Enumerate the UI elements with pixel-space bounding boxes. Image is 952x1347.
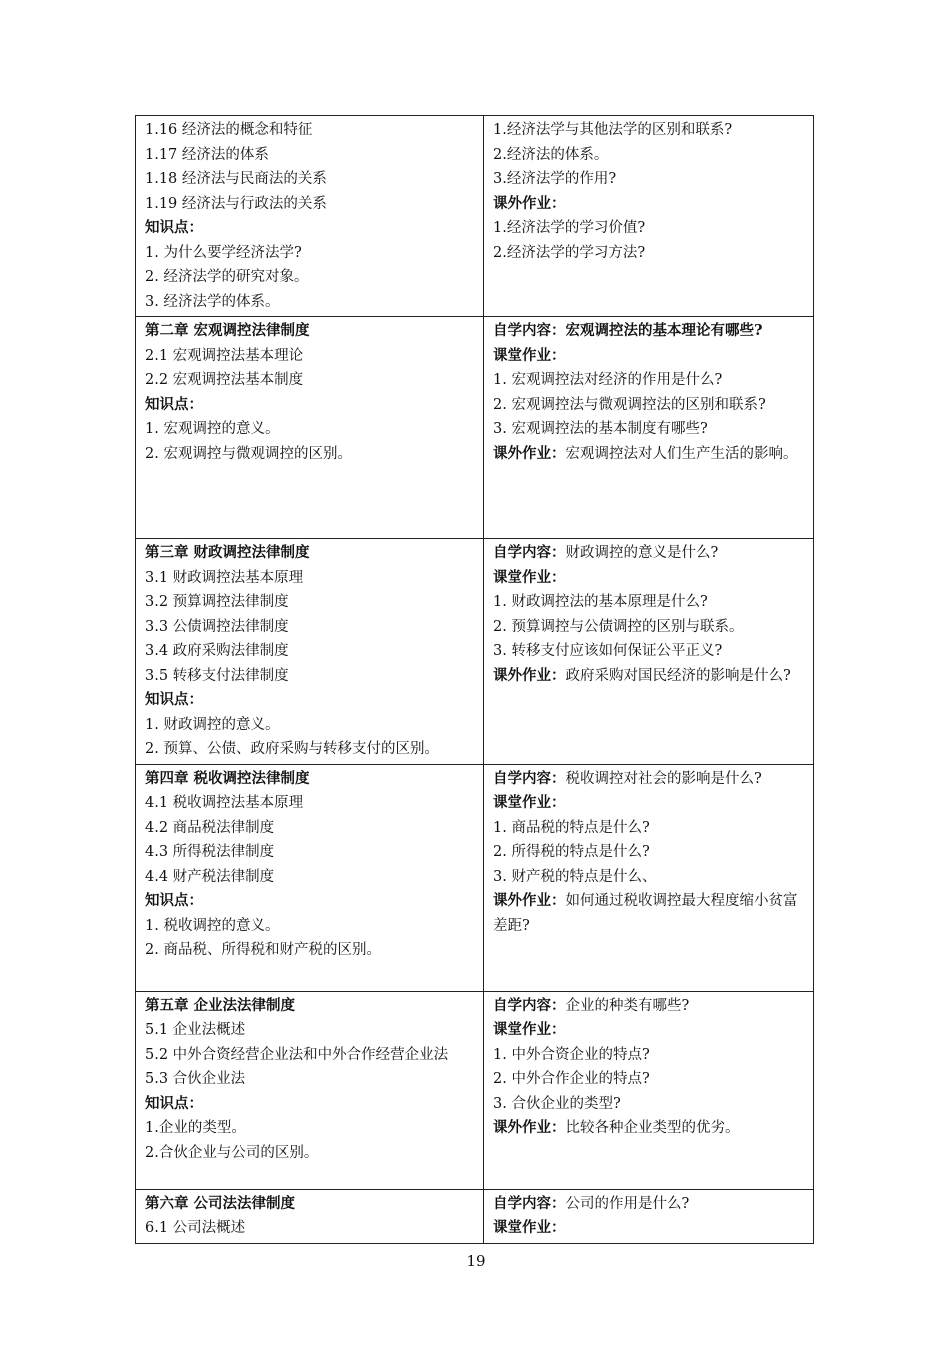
- chapter-outline-cell: [136, 317, 484, 539]
- labeled-line: [493, 889, 805, 938]
- text-line: 4.4 财产税法律制度: [145, 868, 275, 885]
- line-label: 课外作业：: [493, 1119, 566, 1136]
- text-line: 5.2 中外合资经营企业法和中外合作经营企业法: [145, 1046, 449, 1063]
- line-label: 自学内容：: [493, 996, 566, 1014]
- heading-line: 自学内容：宏观调控法的基本理论有哪些?: [493, 322, 763, 339]
- text-line: 2. 中外合作企业的特点?: [493, 1071, 650, 1087]
- text-line: 3.3 公债调控法律制度: [145, 618, 289, 635]
- text-line: 2. 商品税、所得税和财产税的区别。: [145, 942, 381, 958]
- heading-line: 课堂作业：: [493, 1021, 566, 1038]
- text-line: 1. 税收调控的意义。: [145, 917, 280, 934]
- text-line: 2. 预算调控与公债调控的区别与联系。: [493, 618, 744, 635]
- text-line: 1. 宏观调控的意义。: [145, 421, 280, 437]
- text-line: 5.3 合伙企业法: [145, 1071, 246, 1087]
- table-row: [136, 1189, 814, 1243]
- heading-line: 知识点：: [145, 892, 203, 909]
- assignment-cell: [484, 991, 814, 1189]
- chapter-outline-cell: [136, 116, 484, 317]
- chapter-outline-cell: [136, 991, 484, 1189]
- labeled-line: [493, 442, 805, 467]
- text-line: 3.4 政府采购法律制度: [145, 643, 289, 659]
- line-label: 课外作业：: [493, 666, 566, 684]
- text-line: 4.1 税收调控法基本原理: [145, 795, 304, 811]
- table-row: [136, 539, 814, 765]
- line-text: 政府采购对国民经济的影响是什么?: [565, 667, 791, 684]
- text-line: 1.经济法学与其他法学的区别和联系?: [493, 122, 733, 138]
- table-row: [136, 991, 814, 1189]
- chapter-outline-cell: [136, 764, 484, 991]
- text-line: 6.1 公司法概述: [145, 1220, 246, 1236]
- line-text: 税收调控对社会的影响是什么?: [565, 770, 762, 787]
- heading-line: 知识点：: [145, 691, 203, 708]
- text-line: 2.经济法的体系。: [493, 146, 609, 163]
- heading-line: 第六章 公司法法律制度: [145, 1194, 296, 1212]
- line-label: 课外作业：: [493, 444, 566, 462]
- line-text: 如何通过税收调控最大程度缩小贫富差距?: [493, 893, 798, 934]
- heading-line: 课外作业：: [493, 194, 566, 212]
- heading-line: 第三章 财政调控法律制度: [145, 544, 310, 561]
- heading-line: 第四章 税收调控法律制度: [145, 769, 310, 787]
- labeled-line: [493, 664, 805, 689]
- line-text: 财政调控的意义是什么?: [565, 545, 719, 561]
- page-number: 19: [466, 1252, 486, 1270]
- text-line: 1. 为什么要学经济法学?: [145, 244, 302, 261]
- heading-line: 知识点：: [145, 219, 203, 236]
- chapter-outline-cell: [136, 539, 484, 765]
- text-line: 2. 预算、公债、政府采购与转移支付的区别。: [145, 741, 439, 757]
- heading-line: 第二章 宏观调控法律制度: [145, 322, 310, 339]
- labeled-line: [493, 541, 805, 566]
- assignment-cell: [484, 1189, 814, 1243]
- heading-line: 课堂作业：: [493, 346, 566, 364]
- text-line: 3. 合伙企业的类型?: [493, 1095, 621, 1112]
- line-text: 比较各种企业类型的优劣。: [565, 1120, 740, 1136]
- heading-line: 课堂作业：: [493, 1219, 566, 1236]
- chapter-outline-cell: [136, 1189, 484, 1243]
- assignment-cell: [484, 317, 814, 539]
- text-line: 1.16 经济法的概念和特征: [145, 122, 313, 138]
- table-row: [136, 116, 814, 317]
- heading-line: 知识点：: [145, 395, 203, 413]
- text-line: 1.企业的类型。: [145, 1120, 246, 1136]
- text-line: 3.经济法学的作用?: [493, 171, 617, 187]
- text-line: 1.17 经济法的体系: [145, 146, 269, 163]
- text-line: 3.1 财政调控法基本原理: [145, 569, 304, 586]
- assignment-cell: [484, 116, 814, 317]
- text-line: 3. 宏观调控法的基本制度有哪些?: [493, 421, 708, 437]
- table-row: [136, 317, 814, 539]
- text-line: 1. 财政调控的意义。: [145, 716, 280, 733]
- text-line: 1.19 经济法与行政法的关系: [145, 195, 327, 212]
- line-label: 自学内容：: [493, 544, 566, 561]
- text-line: 1. 中外合资企业的特点?: [493, 1046, 650, 1063]
- line-label: 自学内容：: [493, 769, 566, 787]
- assignment-cell: [484, 539, 814, 765]
- text-line: 3.5 转移支付法律制度: [145, 667, 289, 684]
- text-line: 3. 经济法学的体系。: [145, 293, 280, 310]
- text-line: 3.2 预算调控法律制度: [145, 594, 289, 610]
- text-line: 1. 商品税的特点是什么?: [493, 819, 650, 836]
- text-line: 2. 宏观调控法与微观调控法的区别和联系?: [493, 396, 766, 413]
- text-line: 4.2 商品税法律制度: [145, 819, 275, 836]
- line-label: 课外作业：: [493, 892, 566, 909]
- text-line: 4.3 所得税法律制度: [145, 844, 275, 860]
- heading-line: 课堂作业：: [493, 794, 566, 811]
- line-label: 自学内容：: [493, 1194, 566, 1212]
- text-line: 3. 转移支付应该如何保证公平正义?: [493, 643, 723, 659]
- labeled-line: [493, 767, 805, 792]
- text-line: 2.合伙企业与公司的区别。: [145, 1144, 319, 1161]
- text-line: 1.18 经济法与民商法的关系: [145, 171, 327, 187]
- text-line: 1. 财政调控法的基本原理是什么?: [493, 594, 708, 610]
- labeled-line: [493, 994, 805, 1019]
- heading-line: 知识点：: [145, 1094, 203, 1112]
- labeled-line: [493, 1116, 805, 1141]
- text-line: 5.1 企业法概述: [145, 1022, 246, 1038]
- line-text: 宏观调控法对人们生产生活的影响。: [565, 445, 798, 462]
- table-row: [136, 764, 814, 991]
- assignment-cell: [484, 764, 814, 991]
- line-text: 公司的作用是什么?: [565, 1195, 690, 1212]
- text-line: 2. 经济法学的研究对象。: [145, 269, 309, 285]
- heading-line: 课堂作业：: [493, 568, 566, 586]
- labeled-line: [493, 1192, 805, 1217]
- line-text: 企业的种类有哪些?: [565, 997, 690, 1014]
- text-line: 2.2 宏观调控法基本制度: [145, 372, 304, 388]
- text-line: 1. 宏观调控法对经济的作用是什么?: [493, 372, 723, 388]
- text-line: 2. 所得税的特点是什么?: [493, 844, 650, 860]
- text-line: 3. 财产税的特点是什么、: [493, 868, 657, 885]
- heading-line: 第五章 企业法法律制度: [145, 996, 296, 1014]
- text-line: 2.经济法学的学习方法?: [493, 244, 646, 261]
- text-line: 2.1 宏观调控法基本理论: [145, 347, 304, 364]
- text-line: 2. 宏观调控与微观调控的区别。: [145, 445, 352, 462]
- syllabus-table: [135, 115, 814, 1244]
- text-line: 1.经济法学的学习价值?: [493, 220, 646, 236]
